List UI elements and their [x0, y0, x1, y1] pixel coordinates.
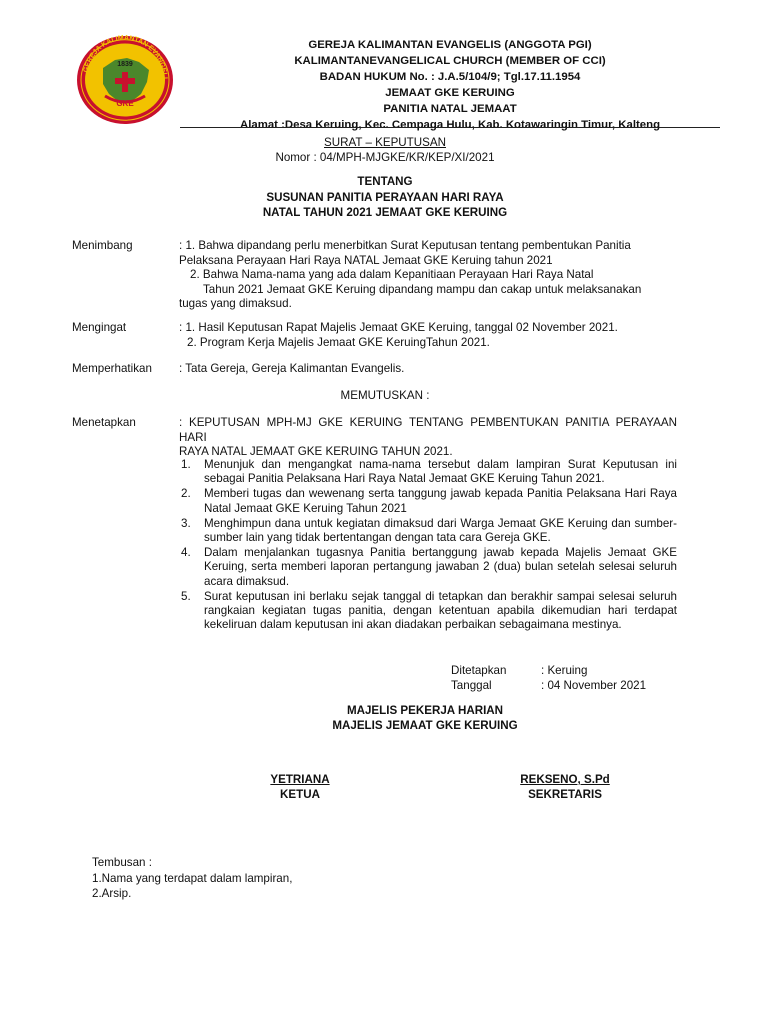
list-item-number: 5. — [181, 589, 191, 603]
list-item — [179, 546, 677, 589]
tentang-heading: TENTANG — [357, 175, 413, 188]
list-item-number: 2. — [181, 487, 191, 501]
menetapkan-intro — [179, 416, 677, 460]
mengingat-label: Mengingat — [72, 321, 127, 334]
menetapkan-list — [179, 458, 677, 633]
menimbang-line: 2. Bahwa Nama-nama yang ada dalam Kepanitiaan Perayaan Hari Raya Natal — [190, 268, 594, 282]
list-item — [179, 517, 677, 546]
logo-arc-text: GEREJA KALIMANTAN EVANGELI — [82, 34, 168, 80]
signatory-name: REKSENO, S.Pd — [520, 773, 610, 786]
ditetapkan-label: Ditetapkan — [451, 664, 507, 677]
logo-year: 1839 — [117, 61, 133, 68]
org-name-english: KALIMANTANEVANGELICAL CHURCH (MEMBER OF CCI) — [294, 55, 606, 67]
tembusan-label: Tembusan : — [92, 856, 152, 869]
document-number: Nomor : 04/MPH-MJGKE/KR/KEP/XI/2021 — [275, 151, 495, 164]
menimbang-line: Tahun 2021 Jemaat GKE Keruing dipandang mampu dan cakap untuk melaksanakan — [203, 282, 642, 296]
document-type: SURAT – KEPUTUSAN — [324, 136, 446, 149]
tanggal-label: Tanggal — [451, 679, 492, 692]
menetapkan-intro-line: RAYA NATAL JEMAAT GKE KERUING TAHUN 2021. — [179, 445, 453, 459]
menetapkan-label: Menetapkan — [72, 416, 136, 429]
committee-name: PANITIA NATAL JEMAAT — [383, 103, 517, 115]
signature-right — [505, 772, 625, 802]
document-subject-block — [180, 174, 590, 221]
issuer-line-2: MAJELIS JEMAAT GKE KERUING — [332, 719, 518, 732]
letterhead-divider — [180, 127, 720, 128]
list-item — [179, 458, 677, 487]
ditetapkan-value: : Keruing — [541, 664, 588, 677]
list-item — [179, 487, 677, 516]
signatory-role: SEKRETARIS — [528, 788, 602, 801]
memutuskan-heading: MEMUTUSKAN : — [340, 389, 430, 402]
memperhatikan-label: Memperhatikan — [72, 362, 152, 375]
signature-left — [250, 772, 350, 802]
memperhatikan-text: : Tata Gereja, Gereja Kalimantan Evangelis. — [179, 362, 405, 375]
subject-line-2: NATAL TAHUN 2021 JEMAAT GKE KERUING — [262, 206, 508, 219]
menimbang-line: : 1. Bahwa dipandang perlu menerbitkan Surat Keputusan tentang pembentukan Panitia — [179, 239, 631, 252]
list-item-text: Menunjuk dan mengangkat nama-nama tersebut dalam lampiran Surat Keputusan ini sebagai Panitia Pelaksana Hari Raya Natal Jemaat GKE Keruing Tahun 2021. — [204, 458, 677, 486]
list-item-text: Menghimpun dana untuk kegiatan dimaksud dari Warga Jemaat GKE Keruing dan sumber-sumber lain yang tidak bertentangan dengan tata cara Gereja GKE. — [204, 516, 677, 545]
list-item-number: 3. — [181, 516, 191, 530]
legal-entity: BADAN HUKUM No. : J.A.5/104/9; Tgl.17.11.1954 — [319, 71, 581, 83]
signatory-role: KETUA — [280, 788, 320, 801]
subject-line-1: SUSUNAN PANITIA PERAYAAN HARI RAYA — [266, 190, 504, 204]
mengingat-line: 2. Program Kerja Majelis Jemaat GKE KeruingTahun 2021. — [187, 335, 490, 349]
tembusan-item: 1.Nama yang terdapat dalam lampiran, — [92, 871, 293, 885]
list-item-text: Surat keputusan ini berlaku sejak tanggal di tetapkan dan berakhir sampai selesai seluruh rangkaian kegiatan tugas panitia, dengan ketentuan apabila dikemudian hari terdapat kekeliruan dalam keputusan ini akan diadakan perbaikan sebagaimana mestinya. — [204, 589, 677, 632]
list-item-text: Memberi tugas dan wewenang serta tanggung jawab kepada Panitia Pelaksana Hari Raya Natal Jemaat GKE Keruing Tahun 2021 — [204, 487, 677, 515]
issuer-line-1: MAJELIS PEKERJA HARIAN — [346, 704, 504, 717]
mengingat-section — [179, 321, 679, 350]
tanggal-value: : 04 November 2021 — [541, 679, 647, 692]
mengingat-line: : 1. Hasil Keputusan Rapat Majelis Jemaat GKE Keruing, tanggal 02 November 2021. — [179, 321, 618, 334]
list-item-number: 4. — [181, 545, 191, 559]
signatory-name: YETRIANA — [270, 773, 330, 786]
tembusan-item: 2.Arsip. — [92, 887, 132, 900]
list-item — [179, 590, 677, 633]
date-place-block — [451, 663, 646, 693]
menetapkan-intro-line: : KEPUTUSAN MPH-MJ GKE KERUING TENTANG PEMBENTUKAN PANITIA PERAYAAN HARI — [179, 416, 677, 444]
menimbang-section — [179, 239, 679, 312]
issuer-block — [180, 703, 670, 733]
menimbang-line: Pelaksana Perayaan Hari Raya NATAL Jemaat GKE Keruing tahun 2021 — [179, 253, 553, 267]
tembusan-block — [92, 855, 292, 902]
list-item-text: Dalam menjalankan tugasnya Panitia bertanggung jawab kepada Majelis Jemaat GKE Keruing, serta memberi laporan pertangung jawaban 2 (dua) bulan setelah selesai seluruh acara dimaksud. — [204, 545, 677, 588]
list-item-number: 1. — [181, 458, 191, 471]
congregation-name: JEMAAT GKE KERUING — [385, 87, 515, 99]
menimbang-label: Menimbang — [72, 239, 133, 252]
menimbang-line: tugas yang dimaksud. — [179, 297, 292, 311]
letterhead-text — [180, 37, 720, 133]
address: Alamat :Desa Keruing, Kec. Cempaga Hulu, Kab. Kotawaringin Timur, Kalteng — [239, 119, 661, 131]
logo-mark: GKE — [116, 99, 134, 108]
org-name: GEREJA KALIMANTAN EVANGELIS (ANGGOTA PGI) — [308, 39, 592, 51]
document-title-block — [180, 135, 590, 165]
church-logo — [75, 34, 175, 126]
